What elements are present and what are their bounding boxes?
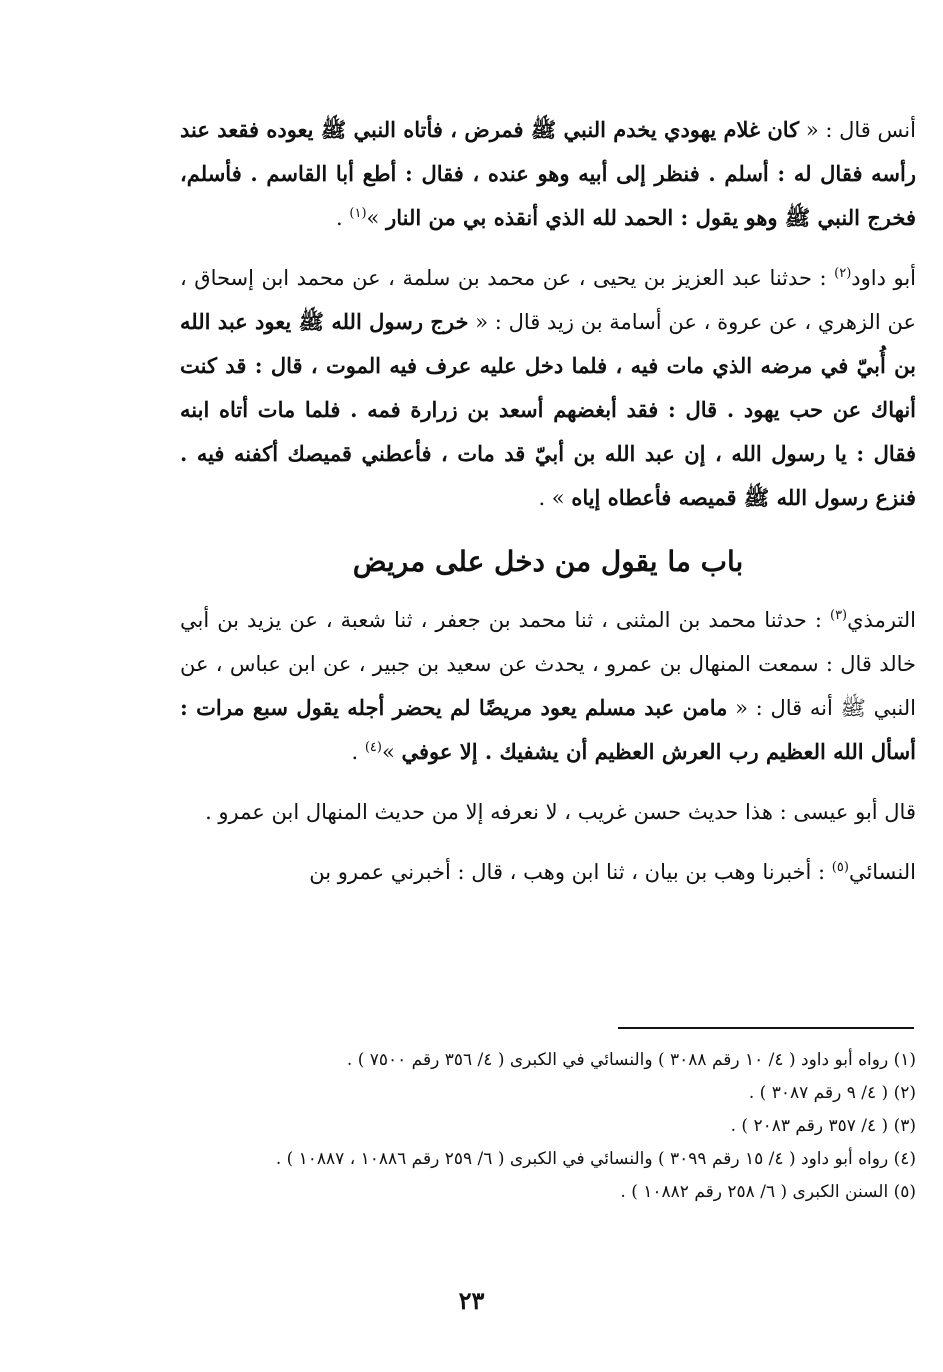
page-number: ٢٣	[458, 1286, 485, 1315]
narration-text: : حدثنا عبد العزيز بن يحيى ، عن محمد بن سلمة ، عن محمد ابن إسحاق ، عن الزهري ، عن عروة ، عن أسامة بن زيد قال : «	[180, 266, 916, 334]
narration-text: »	[366, 206, 387, 230]
paragraph	[180, 108, 916, 240]
footnote-reference: (٣)	[829, 608, 848, 623]
footnotes	[180, 1046, 916, 1211]
footnote-reference: (٢)	[834, 266, 852, 281]
narration-text: .	[351, 740, 365, 764]
paragraph	[180, 790, 916, 834]
narration-text: » .	[538, 486, 572, 510]
main-text	[180, 108, 916, 894]
quoted-hadith-text: خرج رسول الله ﷺ يعود عبد الله بن أُبيّ في مرضه الذي مات فيه ، فلما دخل عليه عرف فيه الموت ، قال : قد كنت أنهاك عن حب يهود . قال : فقد أبغضهم أسعد بن زرارة فمه . فلما مات أتاه ابنه فقال : يا رسول الله ، إن عبد الله بن أبيّ قد مات ، فأعطني قميصك أكفنه فيه . فنزع رسول الله ﷺ قميصه فأعطاه إياه	[180, 309, 916, 510]
narration-text: أنس قال : «	[799, 118, 916, 142]
footnote-reference: (٥)	[831, 860, 849, 875]
narration-text: النسائي	[848, 860, 916, 884]
paragraph	[180, 598, 916, 774]
footnote-separator	[618, 1027, 914, 1029]
narration-text: »	[381, 740, 402, 764]
section-heading: باب ما يقول من دخل على مريض	[352, 545, 744, 578]
narration-text: أبو داود	[851, 266, 916, 290]
footnote-item: (٥) السنن الكبرى ( ٦/ ٢٥٨ رقم ١٠٨٨٢ ) .	[620, 1182, 916, 1202]
paragraphs-before-heading	[180, 108, 916, 520]
footnote-item: (١) رواه أبو داود ( ٤/ ١٠ رقم ٣٠٨٨ ) والنسائي في الكبرى ( ٤/ ٣٥٦ رقم ٧٥٠٠ ) .	[346, 1050, 916, 1070]
footnote-reference: (١)	[349, 206, 367, 221]
paragraph	[180, 256, 916, 520]
footnote-item: (٤) رواه أبو داود ( ٤/ ١٥ رقم ٣٠٩٩ ) والنسائي في الكبرى ( ٦/ ٢٥٩ رقم ١٠٨٨٦ ، ١٠٨٨٧ ) .	[275, 1149, 916, 1169]
footnote-reference: (٤)	[364, 740, 382, 755]
footnote-item: (٣) ( ٤/ ٣٥٧ رقم ٢٠٨٣ ) .	[730, 1116, 916, 1136]
quoted-hadith-text: مامن عبد مسلم يعود مريضًا لم يحضر أجله يقول سبع مرات : أسأل الله العظيم رب العرش العظيم أن يشفيك . إلا عوفي	[180, 695, 916, 764]
narration-text: الترمذي	[847, 608, 916, 632]
narration-text: : أخبرنا وهب بن بيان ، ثنا ابن وهب ، قال : أخبرني عمرو بن	[309, 860, 832, 884]
paragraph	[180, 850, 916, 894]
paragraphs-after-heading	[180, 598, 916, 894]
footnote-item: (٢) ( ٤/ ٩ رقم ٣٠٨٧ ) .	[748, 1083, 916, 1103]
quoted-hadith-text: كان غلام يهودي يخدم النبي ﷺ فمرض ، فأتاه النبي ﷺ يعوده فقعد عند رأسه فقال له : أسلم . فنظر إلى أبيه وهو عنده ، فقال : أطع أبا القاسم . فأسلم، فخرج النبي ﷺ وهو يقول : الحمد لله الذي أنقذه بي من النار	[180, 117, 916, 230]
narration-text: : حدثنا محمد بن المثنى ، ثنا محمد بن جعفر ، ثنا شعبة ، عن يزيد بن أبي خالد قال : سمعت المنهال بن عمرو ، يحدث عن سعيد بن جبير ، عن ابن عباس ، عن النبي ﷺ أنه قال : «	[180, 608, 917, 720]
narration-text: .	[336, 206, 350, 230]
narration-text: قال أبو عيسى : هذا حديث حسن غريب ، لا نعرفه إلا من حديث المنهال ابن عمرو .	[205, 800, 916, 824]
